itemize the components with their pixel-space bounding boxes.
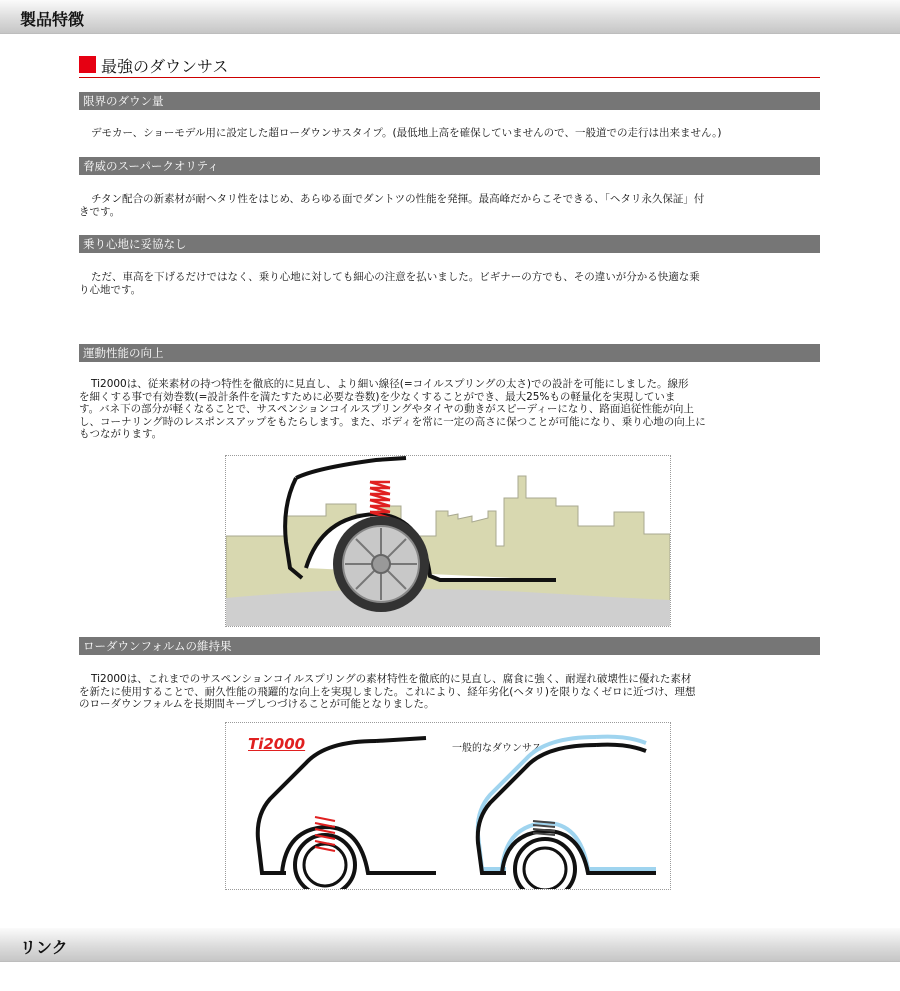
subsection-body-1: デモカー、ショーモデル用に設定した超ローダウンサスタイプ。(最低地上高を確保していませんので、一般道での走行は出来ません。) [91,127,722,139]
car-comparison-image [226,723,670,889]
subsection-body-2: チタン配合の新素材が耐ヘタリ性をはじめ、あらゆる面でダントツの性能を発揮。最高峰だからこそできる、「ヘタリ永久保証」付 きです。 [79,193,705,218]
subsection-body-4: Ti2000は、従来素材の持つ特性を徹底的に見直し、より細い線径(=コイルスプリングの太さ)での設計を可能にしました。線形 を細くする事で有効巻数(=設計条件を満たすために必要な巻数)を少なくすることができ、最大25%もの軽量化を実現していま す。バネ下の部分が軽くなることで、サスペンションコイルスプリングやタイヤの動きがスピーディーになり、路面追従性能が向上 し、コーナリング時のレスポンスアップをもたらします。また、ボディを常に一定の高さに保つことが可能になり、乗り心地の向上に もつながります。 [79,378,706,440]
subsection-body-3: ただ、車高を下げるだけではなく、乗り心地に対しても細心の注意を払いました。ビギナーの方でも、その違いが分かる快適な乗 り心地です。 [79,271,700,296]
general-downsus-label: 一般的なダウンサス [452,743,542,754]
subsection-heading-3: 乗り心地に妥協なし [79,235,820,253]
subsection-heading-4: 運動性能の向上 [79,344,820,362]
suspension-illustration [225,455,671,627]
page-header-bar [0,0,900,34]
footer-links-title[interactable]: リンク [20,938,68,957]
car-wheel-spring-image [226,456,670,626]
page-header-title: 製品特徴 [20,10,85,29]
section-title-text: 最強のダウンサス [101,57,229,76]
subsection-heading-1: 限界のダウン量 [79,92,820,110]
subsection-heading-2: 脅威のスーパークオリティ [79,157,820,175]
coil-spring-red [370,482,390,518]
ti2000-logo-text: Ti2000 [248,735,306,753]
section-title [79,54,820,78]
comparison-illustration [225,722,671,890]
subsection-body-5: Ti2000は、これまでのサスペンションコイルスプリングの素材特性を徹底的に見直し、腐食に強く、耐遅れ破壊性に優れた素材 を新たに使用することで、耐久性能の飛躍的な向上を実現しました。これにより、経年劣化(ヘタリ)を限りなくゼロに近づけ、理想 のローダウンフォルムを長期間キープしつづけることが可能となりました。 [79,673,696,710]
footer-links-bar [0,928,900,962]
main-content [79,54,820,710]
subsection-heading-5: ローダウンフォルムの維持果 [79,637,820,655]
red-square-icon [79,56,96,73]
